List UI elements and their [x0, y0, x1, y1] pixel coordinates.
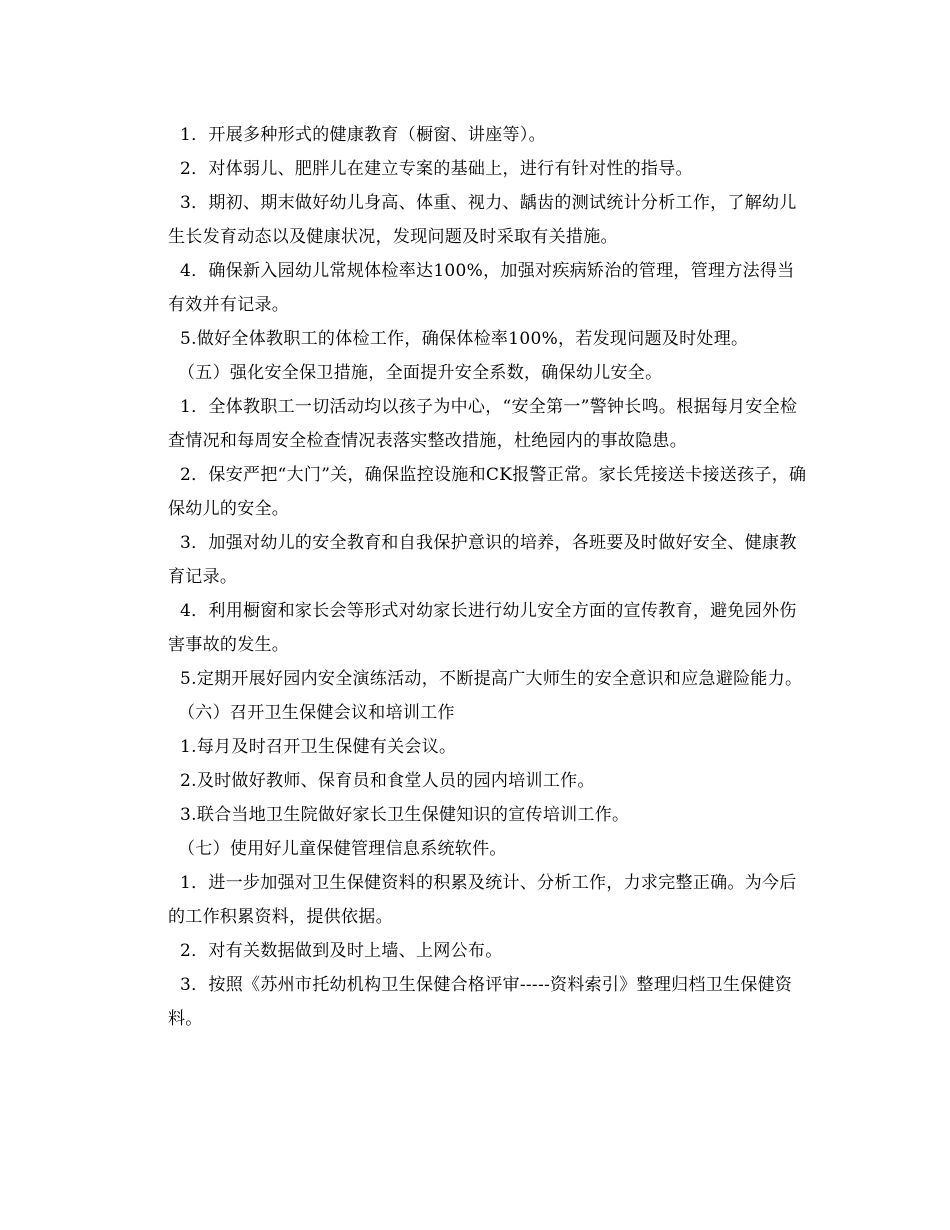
list-item: 2．对体弱儿、肥胖儿在建立专案的基础上，进行有针对性的指导。 — [180, 159, 693, 179]
list-item: 1.每月及时召开卫生保健有关会议。 — [180, 737, 457, 757]
section-heading: （七）使用好儿童保健管理信息系统软件。 — [178, 839, 507, 859]
list-item: 3.联合当地卫生院做好家长卫生保健知识的宣传培训工作。 — [180, 805, 630, 825]
list-item: 5.做好全体教职工的体检工作，确保体检率100%，若发现问题及时处理。 — [180, 329, 749, 349]
list-item: 1．开展多种形式的健康教育（橱窗、讲座等）。 — [180, 125, 546, 145]
section-heading: （六）召开卫生保健会议和培训工作 — [178, 703, 455, 723]
list-item: 1．全体教职工一切活动均以孩子为中心，“安全第一”警钟长鸣。根据每月安全检查情况和每周安全检查情况表落实整改措施，杜绝园内的事故隐患。 — [168, 397, 798, 451]
list-item: 2.及时做好教师、保育员和食堂人员的园内培训工作。 — [180, 771, 595, 791]
list-item: 4．利用橱窗和家长会等形式对幼家长进行幼儿安全方面的宣传教育，避免园外伤害事故的发生。 — [168, 601, 797, 655]
list-item: 4．确保新入园幼儿常规体检率达100%，加强对疾病矫治的管理，管理方法得当有效并有记录。 — [168, 261, 795, 315]
list-item: 3．按照《苏州市托幼机构卫生保健合格评审-----资料索引》整理归档卫生保健资料。 — [168, 975, 793, 1029]
document-body — [168, 118, 808, 1036]
list-item: 5.定期开展好园内安全演练活动，不断提高广大师生的安全意识和应急避险能力。 — [180, 669, 803, 689]
list-item: 3．期初、期末做好幼儿身高、体重、视力、龋齿的测试统计分析工作，了解幼儿生长发育动态以及健康状况，发现问题及时采取有关措施。 — [168, 193, 797, 247]
list-item: 2．对有关数据做到及时上墙、上网公布。 — [180, 941, 503, 961]
list-item: 1．进一步加强对卫生保健资料的积累及统计、分析工作，力求完整正确。为今后的工作积累资料，提供依据。 — [168, 873, 797, 927]
section-heading: （五）强化安全保卫措施，全面提升安全系数，确保幼儿安全。 — [178, 363, 663, 383]
list-item: 2．保安严把“大门”关，确保监控设施和CK报警正常。家长凭接送卡接送孩子，确保幼儿的安全。 — [168, 465, 807, 519]
list-item: 3．加强对幼儿的安全教育和自我保护意识的培养，各班要及时做好安全、健康教育记录。 — [168, 533, 797, 587]
